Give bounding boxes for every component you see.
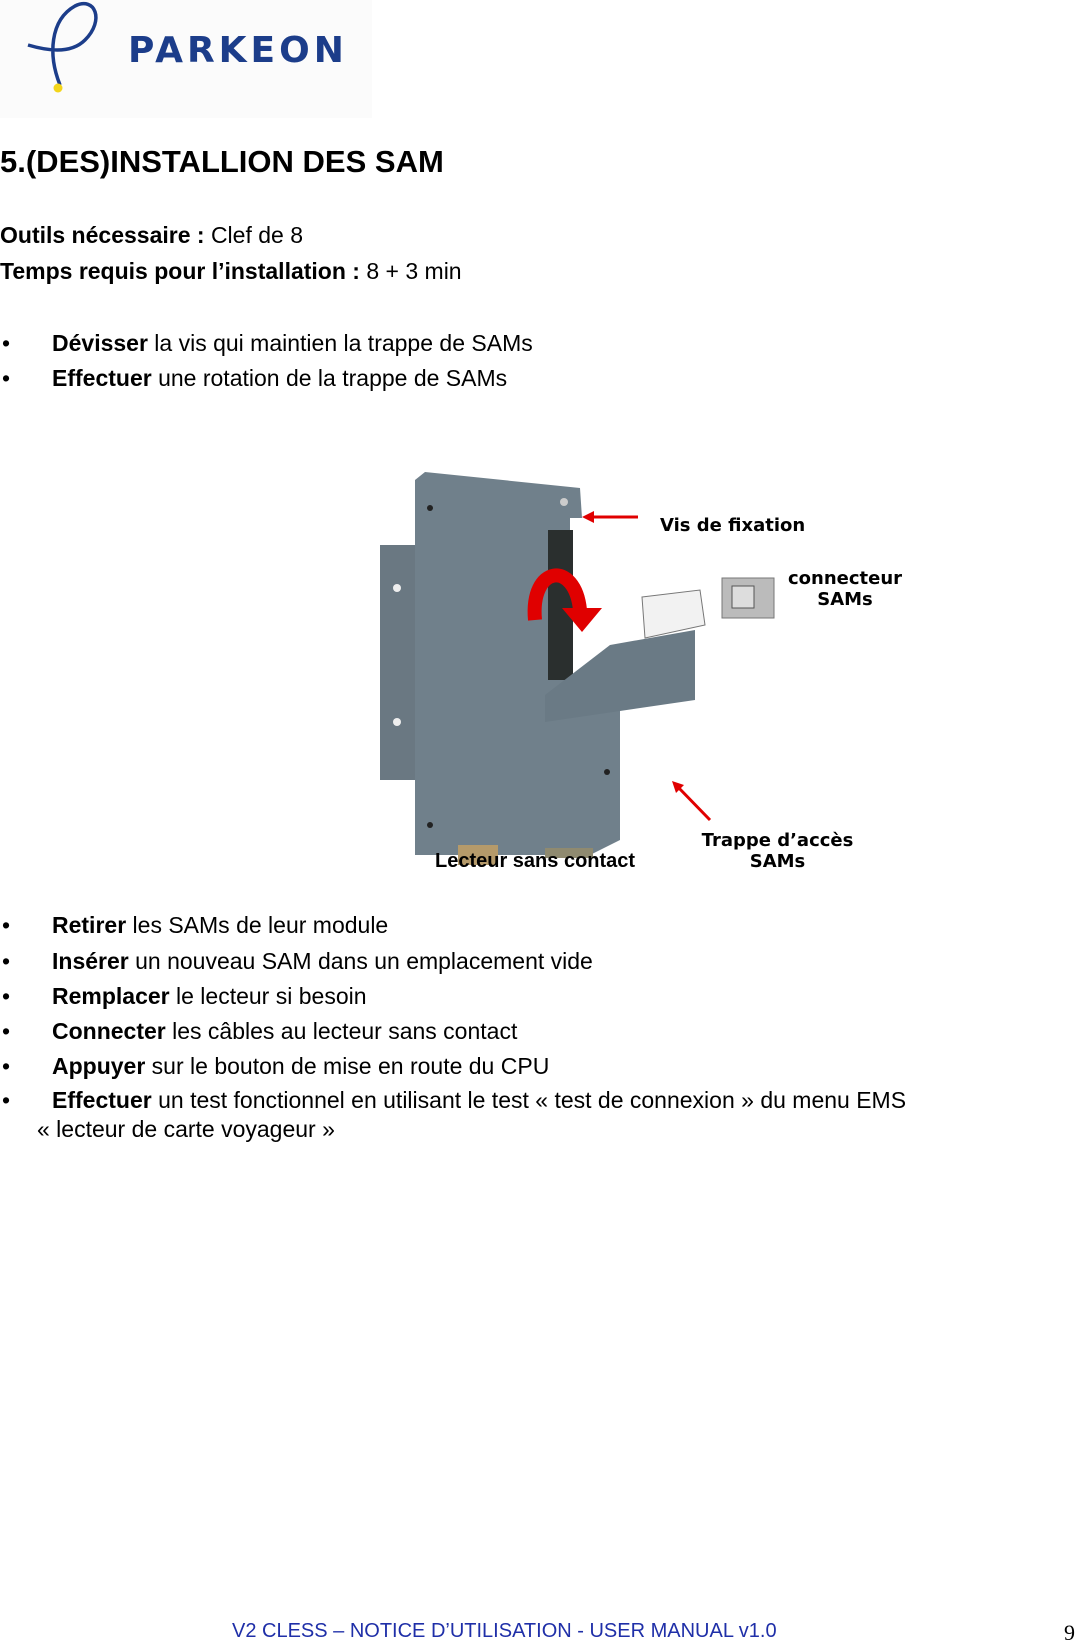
step-text: le lecteur si besoin bbox=[169, 983, 367, 1009]
time-value: 8 + 3 min bbox=[366, 258, 462, 284]
label-line: SAMs bbox=[817, 589, 873, 610]
step-text: les SAMs de leur module bbox=[126, 912, 389, 938]
bullet: • bbox=[2, 1018, 11, 1044]
step-verb: Retirer bbox=[52, 912, 127, 938]
step-verb: Insérer bbox=[52, 948, 129, 974]
step-text: les câbles au lecteur sans contact bbox=[165, 1018, 518, 1044]
label-trappe-acces bbox=[695, 830, 860, 872]
step-verb: Remplacer bbox=[52, 983, 170, 1009]
page-number: 9 bbox=[1064, 1620, 1075, 1645]
step-verb: Connecter bbox=[52, 1018, 166, 1044]
step-text: un nouveau SAM dans un emplacement vide bbox=[128, 948, 593, 974]
label-vis-de-fixation: Vis de fixation bbox=[660, 515, 806, 536]
page-title: 5.(DES)INSTALLION DES SAM bbox=[0, 144, 444, 179]
time-line bbox=[0, 258, 462, 285]
step-text: une rotation de la trappe de SAMs bbox=[151, 365, 508, 391]
step-verb: Dévisser bbox=[52, 330, 148, 356]
tools-line bbox=[0, 222, 303, 249]
label-lecteur-sans-contact: Lecteur sans contact bbox=[435, 850, 636, 872]
bullet: • bbox=[2, 1087, 11, 1113]
step-verb: Appuyer bbox=[52, 1053, 146, 1079]
footer-text: V2 CLESS – NOTICE D’UTILISATION - USER MANUAL v1.0 bbox=[232, 1620, 777, 1642]
tools-label: Outils nécessaire : bbox=[0, 222, 211, 248]
bullet: • bbox=[2, 912, 11, 938]
label-line: Trappe d’accès bbox=[701, 830, 854, 851]
tools-value: Clef de 8 bbox=[210, 222, 303, 248]
svg-text:PARKEON: PARKEON bbox=[128, 30, 348, 71]
parkeon-logo bbox=[0, 0, 372, 118]
step-verb: Effectuer bbox=[52, 365, 152, 391]
step-text: sur le bouton de mise en route du CPU bbox=[145, 1053, 550, 1079]
bullet: • bbox=[2, 948, 11, 974]
bullet: • bbox=[2, 983, 11, 1009]
step-text: un test fonctionnel en utilisant le test « test de connexion » du menu EMS bbox=[151, 1087, 907, 1113]
label-line: SAMs bbox=[749, 851, 806, 872]
reader-photo bbox=[370, 460, 930, 880]
step-verb: Effectuer bbox=[52, 1087, 152, 1113]
step-text: la vis qui maintien la trappe de SAMs bbox=[147, 330, 533, 356]
list-item-continuation: « lecteur de carte voyageur » bbox=[37, 1116, 335, 1142]
label-connecteur-sams bbox=[780, 568, 910, 610]
time-label: Temps requis pour l’installation : bbox=[0, 258, 367, 284]
bullet: • bbox=[2, 1053, 11, 1079]
sam-reader-figure bbox=[370, 460, 930, 880]
bullet: • bbox=[2, 365, 11, 391]
bullet: • bbox=[2, 330, 11, 356]
label-line: connecteur bbox=[787, 568, 903, 589]
